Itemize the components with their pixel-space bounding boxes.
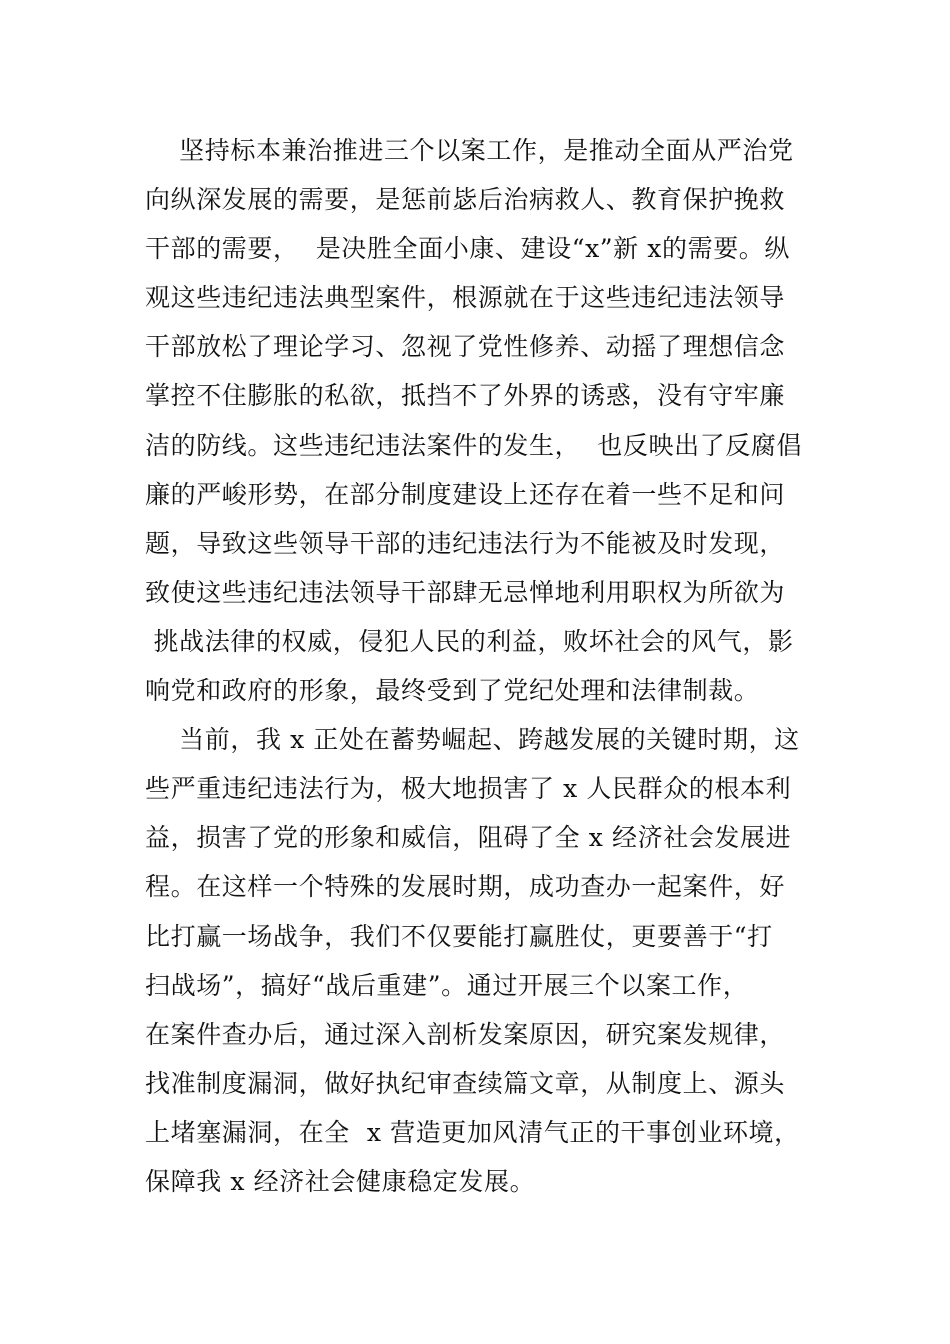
text-line: 干部放松了理论学习、忽视了党性修养、动摇了理想信念 (145, 332, 786, 362)
paragraph-1 (145, 126, 815, 715)
text-line: 响党和政府的形象，最终受到了党纪处理和法律制裁。 (145, 676, 760, 706)
text-line: 扫战场”，搞好“战后重建”。通过开展三个以案工作， (145, 970, 749, 1000)
text-line: 洁的防线。这些违纪违法案件的发生， 也反映出了反腐倡 (145, 430, 803, 460)
text-line: 些严重违纪违法行为，极大地损害了 x 人民群众的根本利 (145, 774, 792, 804)
text-line: 当前，我 x 正处在蓄势崛起、跨越发展的关键时期，这 (145, 725, 800, 755)
paragraph-2 (145, 715, 815, 1206)
text-line: 益，损害了党的形象和威信，阻碍了全 x 经济社会发展进 (145, 823, 792, 853)
text-line: 保障我 x 经济社会健康稳定发展。 (145, 1166, 536, 1196)
text-line: 干部的需要， 是决胜全面小康、建设“x”新 x的需要。纵 (145, 234, 791, 264)
text-line: 程。在这样一个特殊的发展时期，成功查办一起案件，好 (145, 872, 786, 902)
text-line: 廉的严峻形势，在部分制度建设上还存在着一些不足和问 (145, 479, 786, 509)
text-line: 掌控不住膨胀的私欲，抵挡不了外界的诱惑，没有守牢廉 (145, 381, 786, 411)
text-line: 致使这些违纪违法领导干部肆无忌惮地利用职权为所欲为 (145, 577, 786, 607)
text-line: 题，导致这些领导干部的违纪违法行为不能被及时发现， (145, 528, 786, 558)
text-line: 在案件查办后，通过深入剖析发案原因，研究案发规律， (145, 1019, 786, 1049)
text-line: 向纵深发展的需要，是惩前毖后治病救人、教育保护挽救 (145, 185, 786, 215)
document-body (145, 126, 815, 1206)
text-line: 观这些违纪违法典型案件，根源就在于这些违纪违法领导 (145, 283, 786, 313)
text-line: 坚持标本兼治推进三个以案工作，是推动全面从严治党 (145, 136, 794, 165)
text-line: 找准制度漏洞，做好执纪审查续篇文章，从制度上、源头 (145, 1068, 786, 1098)
text-line: 上堵塞漏洞，在全 x 营造更加风清气正的干事创业环境， (145, 1117, 800, 1147)
text-line: 挑战法律的权威，侵犯人民的利益，败坏社会的风气，影 (145, 626, 794, 656)
text-line: 比打赢一场战争，我们不仅要能打赢胜仗，更要善于“打 (145, 921, 773, 951)
